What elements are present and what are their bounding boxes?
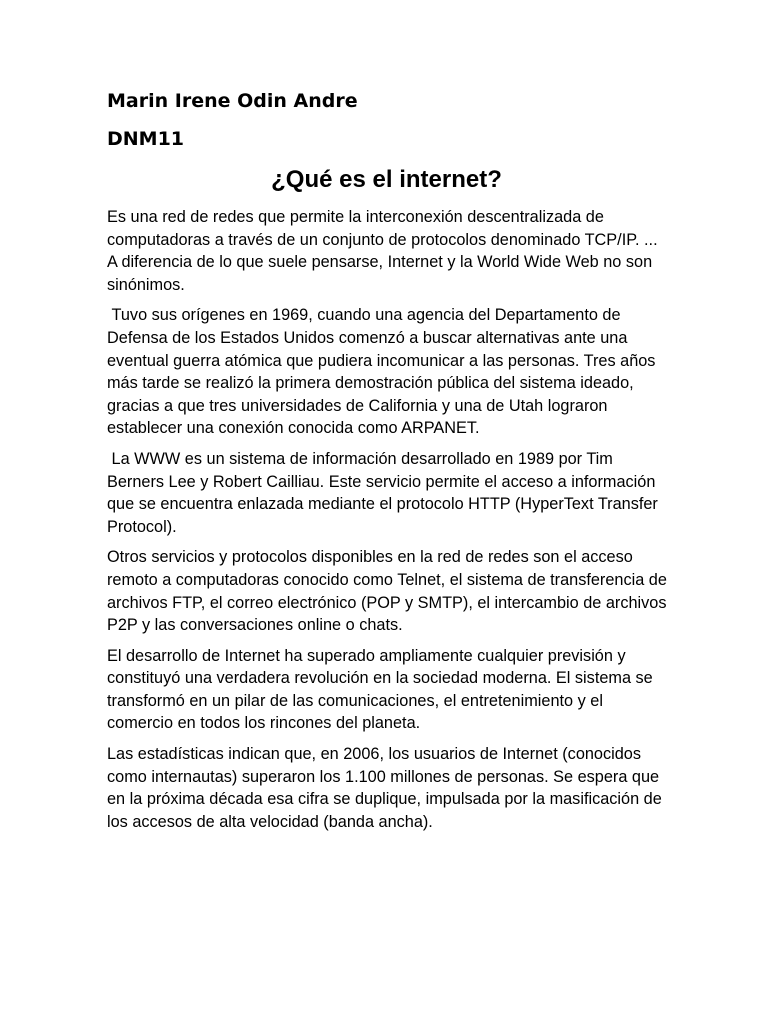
paragraph: Las estadísticas indican que, en 2006, los usuarios de Internet (conocidos como internautas) superaron los 1.100 millones de personas. Se espera que en la próxima década esa cifra se duplique, impulsada por la masificación de los accesos de alta velocidad (banda ancha). xyxy=(107,745,667,831)
document-body xyxy=(107,206,672,841)
paragraph: La WWW es un sistema de información desarrollado en 1989 por Tim Berners Lee y Robert Cailliau. Este servicio permite el acceso a información que se encuentra enlazada mediante el protocolo HTTP (HyperText Transfer Protocol). xyxy=(107,449,663,536)
author-name: Marin Irene Odin Andre xyxy=(107,90,358,112)
document-title xyxy=(0,166,768,194)
paragraph: Otros servicios y protocolos disponibles en la red de redes son el acceso remoto a computadoras conocido como Telnet, el sistema de transferencia de archivos FTP, el correo electrónico (POP y SMTP), el intercambio de archivos P2P y las conversaciones online o chats. xyxy=(107,548,672,635)
paragraph: Tuvo sus orígenes en 1969, cuando una agencia del Departamento de Defensa de los Estados Unidos comenzó a buscar alternativas ante una eventual guerra atómica que pudiera incomunicar a las personas. Tres años más tarde se realizó la primera demostración pública del sistema ideado, gracias a que tres universidades de California y una de Utah lograron establecer una conexión conocida como ARPANET. xyxy=(107,306,660,438)
paragraph: El desarrollo de Internet ha superado ampliamente cualquier previsión y constituyó una verdadera revolución en la sociedad moderna. El sistema se transformó en un pilar de las comunicaciones, el entretenimiento y el comercio en todos los rincones del planeta. xyxy=(107,646,658,733)
group-code: DNM11 xyxy=(107,128,185,150)
paragraph: Es una red de redes que permite la interconexión descentralizada de computadoras a través de un conjunto de protocolos denominado TCP/IP. ... A diferencia de lo que suele pensarse, Internet y la World Wide Web no son sinónimos. xyxy=(107,208,662,294)
document-title-text: ¿Qué es el internet? xyxy=(271,166,502,193)
